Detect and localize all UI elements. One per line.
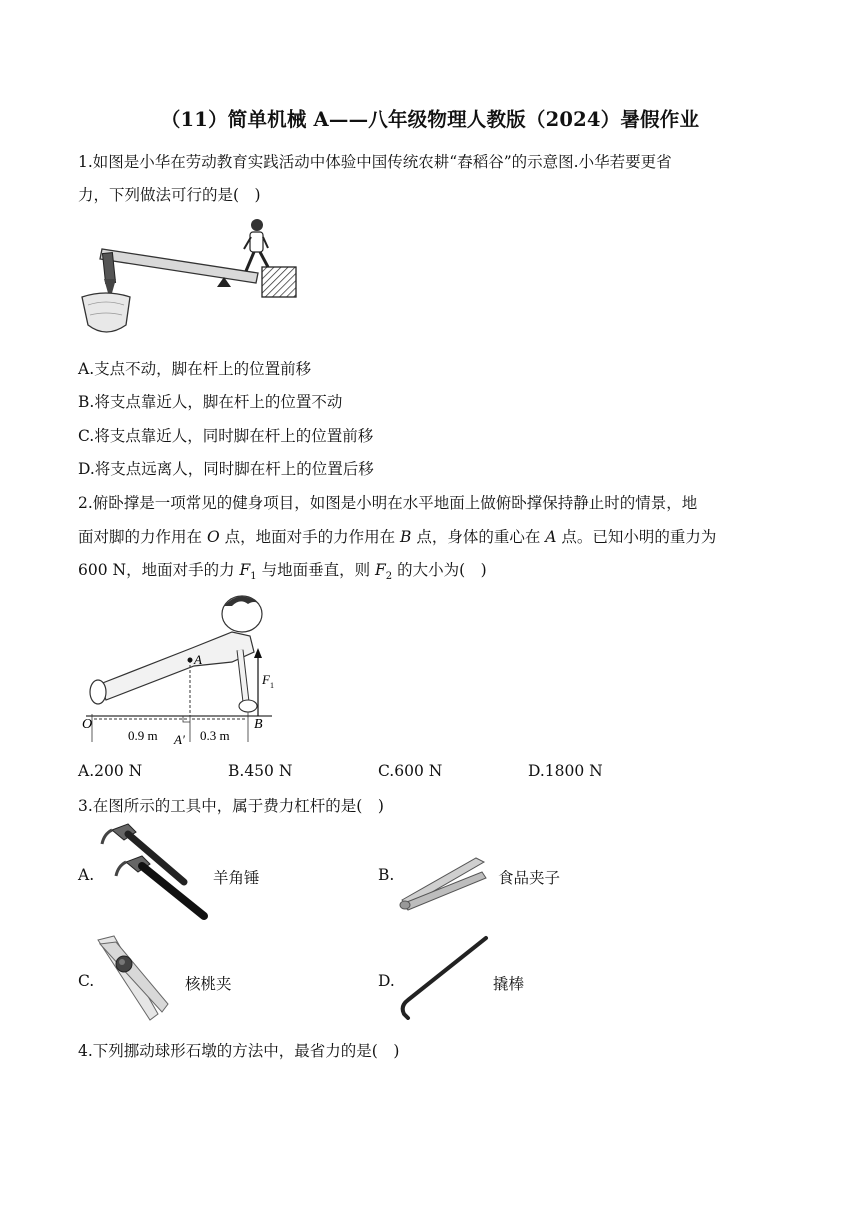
q3-option-d-letter: D. bbox=[378, 972, 395, 990]
mortar-bowl bbox=[82, 293, 130, 332]
q2-stem-line1: 2.俯卧撑是一项常见的健身项目，如图是小明在水平地面上做俯卧撑保持静止时的情景，地 bbox=[78, 494, 698, 512]
nutcracker-icon bbox=[94, 934, 174, 1026]
q2-option-a: A.200 N bbox=[78, 762, 143, 780]
q3-option-b-letter: B. bbox=[378, 866, 395, 884]
q1-option-d: D.将支点远离人，同时脚在杆上的位置后移 bbox=[78, 460, 374, 478]
q2-stem-line2: 面对脚的力作用在 O 点，地面对手的力作用在 B 点，身体的重心在 A 点。已知小明的重力为 bbox=[78, 528, 717, 546]
label-F1: F bbox=[262, 672, 270, 687]
q3-option-c-letter: C. bbox=[78, 972, 95, 990]
person-head bbox=[251, 219, 263, 231]
q1-option-a: A.支点不动，脚在杆上的位置前移 bbox=[78, 360, 312, 378]
label-A-prime: A′ bbox=[174, 732, 185, 747]
standing-block bbox=[262, 267, 296, 297]
pestle-tip bbox=[104, 279, 116, 293]
label-A: A bbox=[194, 652, 202, 667]
q2-option-d: D.1800 N bbox=[528, 762, 603, 780]
dim-left: 0.9 m bbox=[128, 728, 158, 743]
q3-option-a-name: 羊角锤 bbox=[213, 869, 260, 887]
q3-option-b-name: 食品夹子 bbox=[498, 869, 561, 887]
page-title: （11）简单机械 A——八年级物理人教版（2024）暑假作业 bbox=[160, 108, 700, 131]
claw-hammer-icon bbox=[98, 822, 213, 924]
q2-figure-pushup bbox=[82, 592, 282, 750]
dim-right: 0.3 m bbox=[200, 728, 230, 743]
food-tongs-icon bbox=[398, 852, 490, 914]
crowbar-icon bbox=[396, 934, 492, 1020]
label-B: B bbox=[254, 717, 263, 732]
lever-beam bbox=[100, 249, 258, 283]
q1-figure-pestle-lever bbox=[78, 215, 318, 340]
q3-option-a-letter: A. bbox=[78, 866, 95, 884]
q4-stem: 4.下列挪动球形石墩的方法中，最省力的是( ) bbox=[78, 1042, 400, 1060]
q2-option-c: C.600 N bbox=[378, 762, 443, 780]
q2-option-b: B.450 N bbox=[228, 762, 293, 780]
q1-option-b: B.将支点靠近人，脚在杆上的位置不动 bbox=[78, 393, 343, 411]
q3-stem: 3.在图所示的工具中，属于费力杠杆的是( ) bbox=[78, 797, 384, 815]
q1-option-c: C.将支点靠近人，同时脚在杆上的位置前移 bbox=[78, 427, 374, 445]
label-O: O bbox=[82, 717, 93, 732]
q2-stem-line3: 600 N，地面对手的力 $F_1$ 与地面垂直，则 $F_2$ 的大小为( ) bbox=[78, 561, 487, 583]
q1-stem-line1: 1.如图是小华在劳动教育实践活动中体验中国传统农耕“舂稻谷”的示意图.小华若要更省 bbox=[78, 153, 672, 171]
q3-option-c-name: 核桃夹 bbox=[185, 975, 232, 993]
person-torso bbox=[250, 232, 263, 252]
q3-option-d-name: 撬棒 bbox=[493, 975, 525, 993]
label-F1-sub: 1 bbox=[270, 681, 274, 690]
q1-stem-line2: 力，下列做法可行的是( ) bbox=[78, 186, 261, 204]
body-outline bbox=[100, 632, 254, 700]
